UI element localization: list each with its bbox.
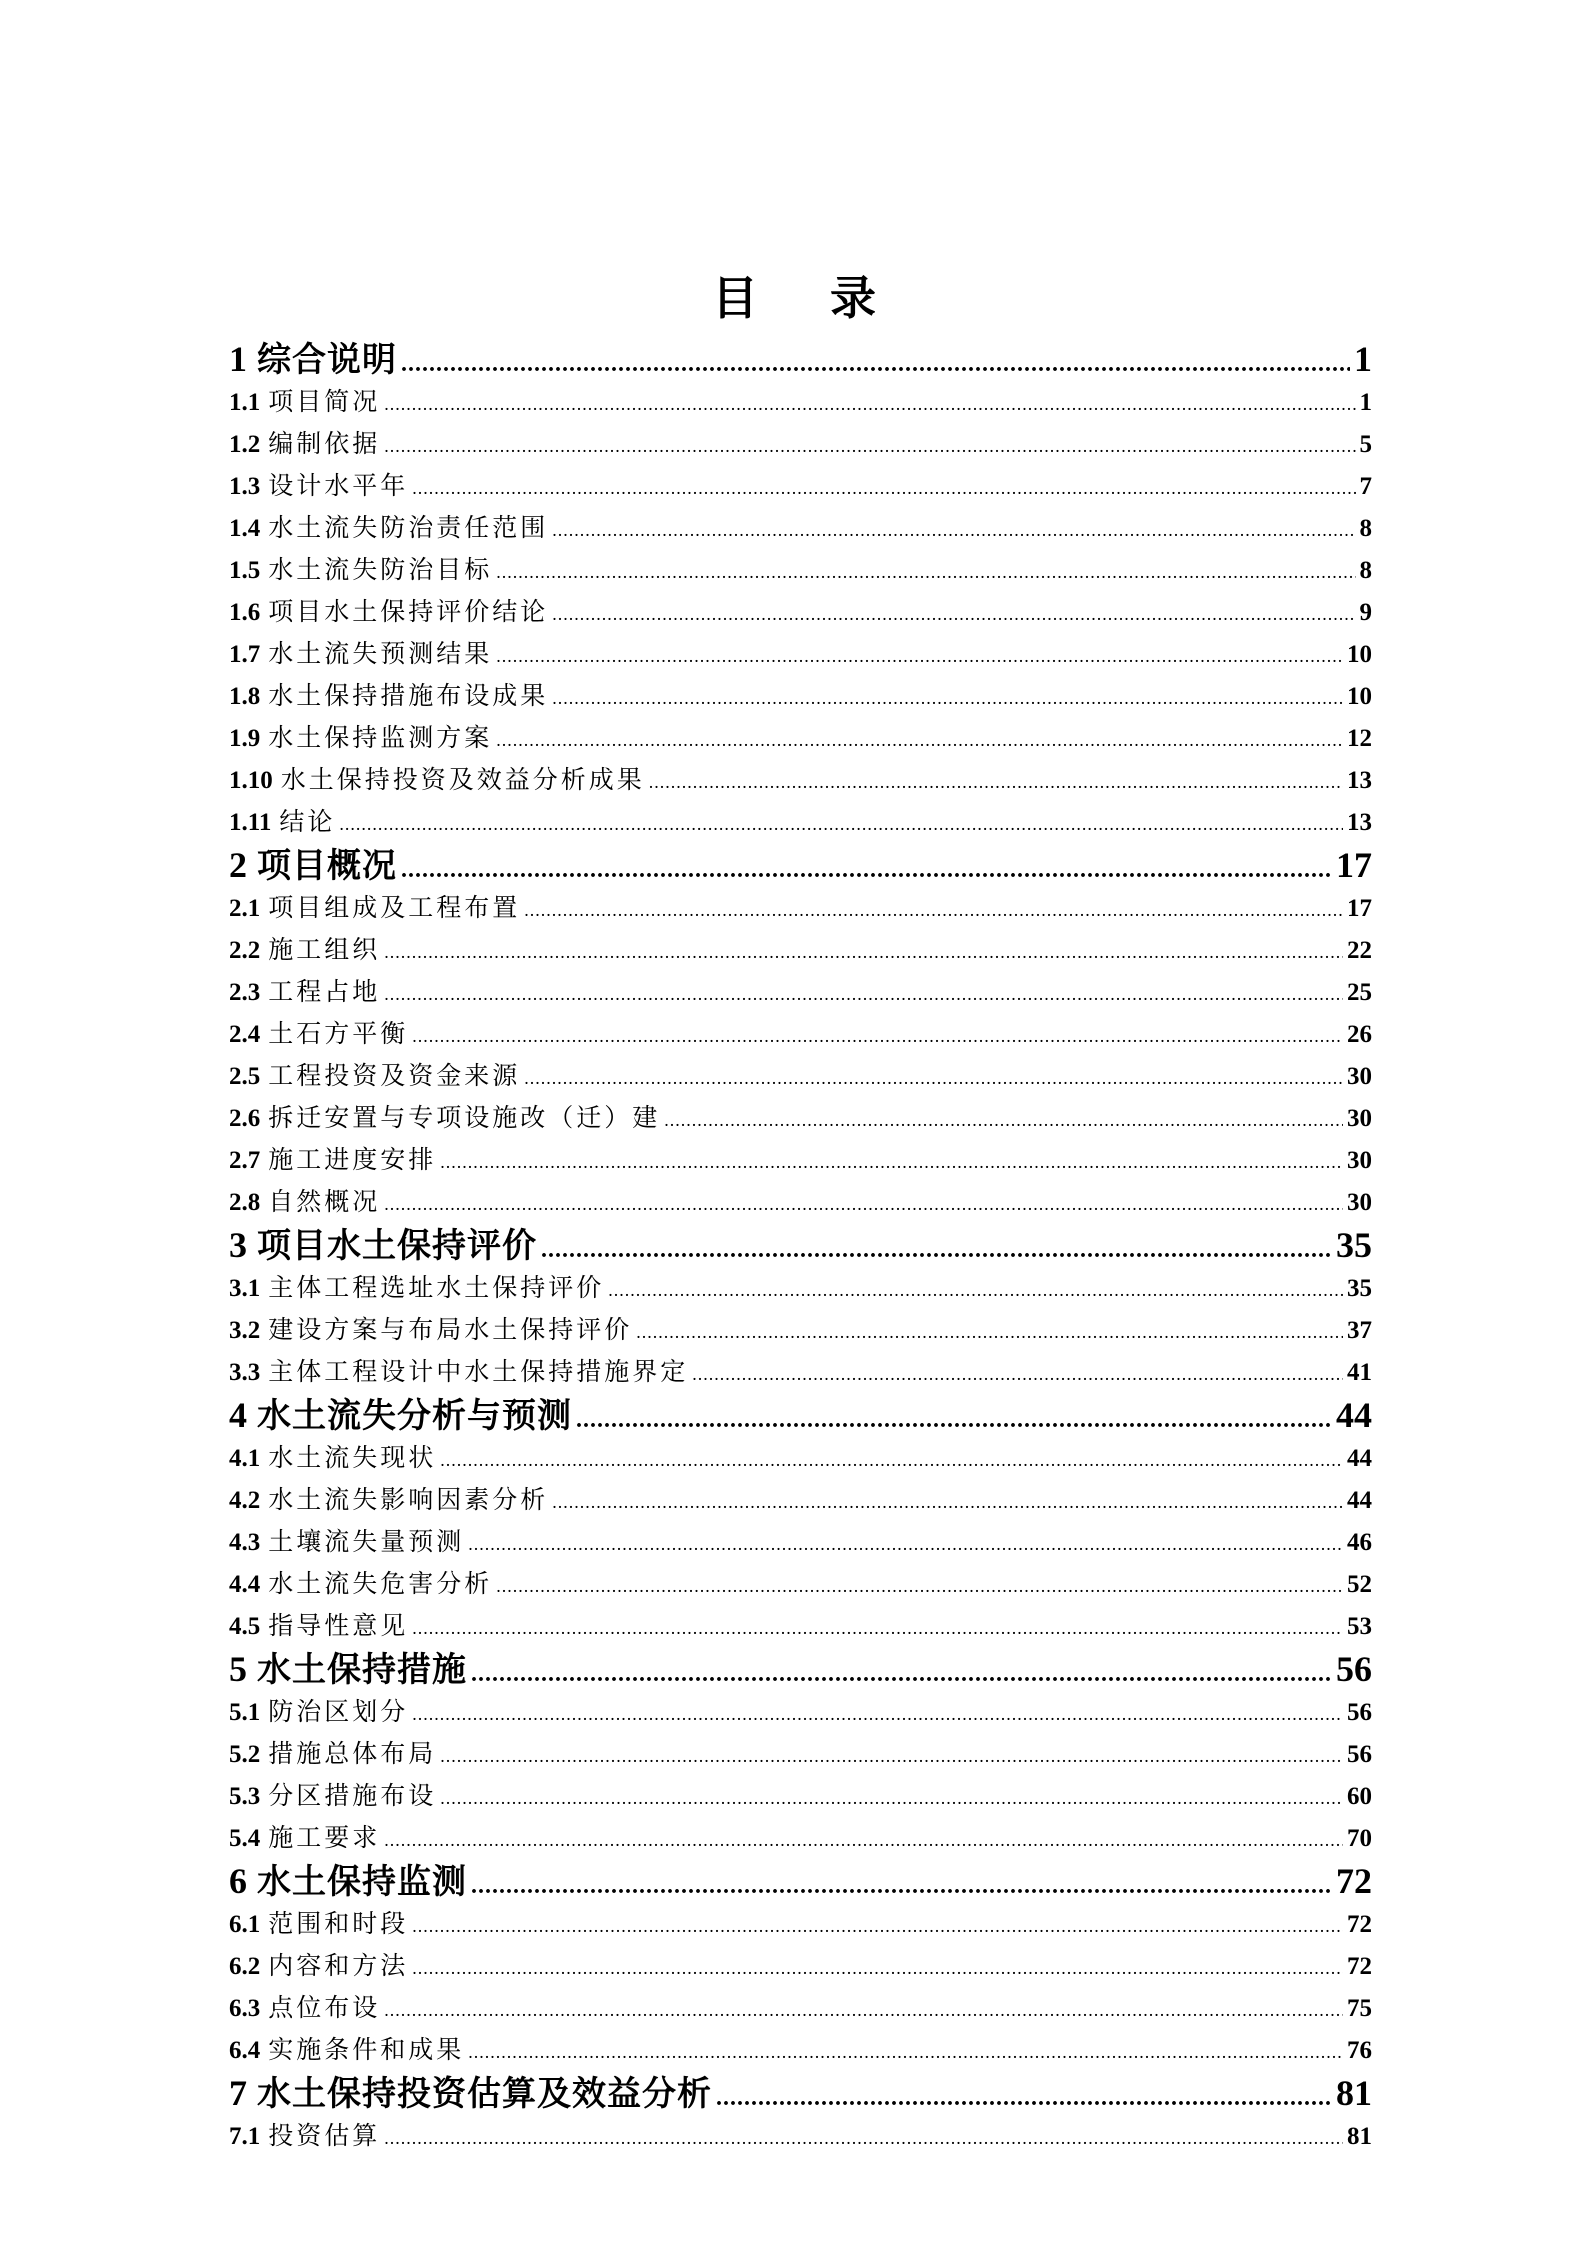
toc-chapter-entry[interactable] xyxy=(229,1393,1372,1437)
toc-page-number: 7 xyxy=(1359,473,1372,500)
toc-entry-number: 4.1 xyxy=(229,1445,261,1472)
toc-section-entry[interactable] xyxy=(229,1733,1372,1775)
toc-section-entry[interactable] xyxy=(229,675,1372,717)
toc-entry-label: 编制依据 xyxy=(268,429,381,458)
toc-dot-leader xyxy=(401,342,1350,381)
toc-page-number: 44 xyxy=(1347,1487,1372,1514)
toc-page-number: 13 xyxy=(1347,809,1372,836)
toc-section-entry[interactable] xyxy=(229,1055,1372,1097)
toc-dot-leader xyxy=(636,1311,1343,1351)
toc-dot-leader xyxy=(384,383,1355,423)
toc-page-number: 26 xyxy=(1347,1021,1372,1048)
toc-dot-leader xyxy=(384,1819,1343,1859)
toc-entry-number: 5.1 xyxy=(229,1699,261,1726)
toc-dot-leader xyxy=(471,1652,1332,1691)
toc-entry-number: 1.6 xyxy=(229,599,261,626)
toc-entry-number: 5.2 xyxy=(229,1741,261,1768)
toc-page-number: 72 xyxy=(1347,1911,1372,1938)
toc-page-number: 76 xyxy=(1347,2037,1372,2064)
toc-dot-leader xyxy=(440,1777,1343,1817)
toc-dot-leader xyxy=(412,467,1355,507)
toc-section-entry[interactable] xyxy=(229,971,1372,1013)
toc-dot-leader xyxy=(524,1057,1343,1097)
toc-section-entry[interactable] xyxy=(229,1945,1372,1987)
toc-section-entry[interactable] xyxy=(229,2029,1372,2071)
toc-entry-label: 投资估算 xyxy=(268,2121,381,2150)
toc-entry-number: 6.3 xyxy=(229,1995,261,2022)
toc-dot-leader xyxy=(496,551,1355,591)
toc-page-number: 30 xyxy=(1347,1189,1372,1216)
toc-entry-number: 1.5 xyxy=(229,557,261,584)
toc-page-number: 44 xyxy=(1347,1445,1372,1472)
toc-entry-number: 1.11 xyxy=(229,809,272,836)
toc-dot-leader xyxy=(552,593,1355,633)
toc-page-number: 30 xyxy=(1347,1147,1372,1174)
toc-section-entry[interactable] xyxy=(229,1013,1372,1055)
toc-section-entry[interactable] xyxy=(229,929,1372,971)
toc-section-entry[interactable] xyxy=(229,1817,1372,1859)
toc-section-entry[interactable] xyxy=(229,1097,1372,1139)
toc-entry-label: 内容和方法 xyxy=(268,1951,409,1980)
toc-page-number: 37 xyxy=(1347,1317,1372,1344)
toc-entry-number: 2.1 xyxy=(229,895,261,922)
toc-entry-label: 项目水土保持评价结论 xyxy=(268,597,549,626)
toc-section-entry[interactable] xyxy=(229,381,1372,423)
toc-entry-number: 2.4 xyxy=(229,1021,261,1048)
toc-entry-number: 1.7 xyxy=(229,641,261,668)
toc-entry-number: 1.8 xyxy=(229,683,261,710)
toc-dot-leader xyxy=(608,1269,1343,1309)
toc-page-number: 56 xyxy=(1336,1649,1372,1689)
toc-dot-leader xyxy=(496,719,1343,759)
toc-entry-number: 3.3 xyxy=(229,1359,261,1386)
toc-dot-leader xyxy=(440,1141,1343,1181)
toc-section-entry[interactable] xyxy=(229,591,1372,633)
toc-page-number: 1 xyxy=(1354,339,1372,379)
toc-entry-label: 水土保持投资及效益分析成果 xyxy=(280,765,645,794)
toc-entry-number: 4.2 xyxy=(229,1487,261,1514)
toc-page-number: 35 xyxy=(1347,1275,1372,1302)
toc-page-number: 81 xyxy=(1347,2123,1372,2150)
toc-entry-label: 自然概况 xyxy=(268,1187,381,1216)
toc-page-number: 13 xyxy=(1347,767,1372,794)
toc-entry-number: 5 xyxy=(229,1649,247,1689)
toc-entry-label: 施工要求 xyxy=(268,1823,381,1852)
toc-dot-leader xyxy=(496,1565,1343,1605)
toc-chapter-entry[interactable] xyxy=(229,1647,1372,1691)
toc-entry-number: 1.4 xyxy=(229,515,261,542)
toc-entry-label: 分区措施布设 xyxy=(268,1781,437,1810)
toc-page-number: 81 xyxy=(1336,2073,1372,2113)
toc-dot-leader xyxy=(552,1481,1343,1521)
toc-entry-number: 2.6 xyxy=(229,1105,261,1132)
toc-dot-leader xyxy=(384,425,1355,465)
toc-entry-number: 7.1 xyxy=(229,2123,261,2150)
toc-entry-number: 2.7 xyxy=(229,1147,261,1174)
toc-entry-label: 水土保持措施布设成果 xyxy=(268,681,549,710)
toc-entry-label: 点位布设 xyxy=(268,1993,381,2022)
toc-dot-leader xyxy=(471,1864,1332,1903)
toc-section-entry[interactable] xyxy=(229,1521,1372,1563)
toc-section-entry[interactable] xyxy=(229,1437,1372,1479)
toc-entry-label: 结论 xyxy=(279,807,336,836)
toc-page-number: 17 xyxy=(1336,845,1372,885)
toc-page-number: 22 xyxy=(1347,937,1372,964)
toc-entry-label: 水土流失影响因素分析 xyxy=(268,1485,549,1514)
toc-entry-label: 指导性意见 xyxy=(268,1611,409,1640)
toc-dot-leader xyxy=(649,761,1343,801)
toc-section-entry[interactable] xyxy=(229,549,1372,591)
toc-page-number: 72 xyxy=(1336,1861,1372,1901)
toc-chapter-entry[interactable] xyxy=(229,1223,1372,1267)
toc-page-number: 35 xyxy=(1336,1225,1372,1265)
toc-section-entry[interactable] xyxy=(229,717,1372,759)
toc-entry-number: 4.3 xyxy=(229,1529,261,1556)
toc-entry-number: 1.10 xyxy=(229,767,273,794)
toc-page-number: 10 xyxy=(1347,641,1372,668)
toc-dot-leader xyxy=(412,1607,1343,1647)
toc-entry-label: 主体工程选址水土保持评价 xyxy=(268,1273,605,1302)
toc-dot-leader xyxy=(716,2076,1332,2115)
toc-dot-leader xyxy=(440,1735,1343,1775)
toc-dot-leader xyxy=(440,1439,1343,1479)
toc-entry-label: 水土保持投资估算及效益分析 xyxy=(257,2074,712,2114)
toc-entry-label: 水土流失预测结果 xyxy=(268,639,493,668)
toc-entry-label: 措施总体布局 xyxy=(268,1739,437,1768)
toc-section-entry[interactable] xyxy=(229,1563,1372,1605)
toc-page-number: 30 xyxy=(1347,1105,1372,1132)
toc-entry-label: 施工组织 xyxy=(268,935,381,964)
toc-entry-label: 水土保持监测方案 xyxy=(268,723,493,752)
toc-dot-leader xyxy=(468,1523,1343,1563)
toc-page-number: 25 xyxy=(1347,979,1372,1006)
toc-entry-number: 6.2 xyxy=(229,1953,261,1980)
toc-entry-label: 工程占地 xyxy=(268,977,381,1006)
toc-entry-label: 水土保持监测 xyxy=(257,1862,467,1902)
toc-section-entry[interactable] xyxy=(229,1181,1372,1223)
toc-page-number: 12 xyxy=(1347,725,1372,752)
toc-section-entry[interactable] xyxy=(229,465,1372,507)
toc-entry-number: 4.4 xyxy=(229,1571,261,1598)
toc-entry-number: 3.1 xyxy=(229,1275,261,1302)
toc-entry-label: 设计水平年 xyxy=(268,471,409,500)
toc-page-number: 44 xyxy=(1336,1395,1372,1435)
toc-dot-leader xyxy=(339,803,1343,843)
toc-entry-number: 1.2 xyxy=(229,431,261,458)
toc-dot-leader xyxy=(552,509,1355,549)
toc-dot-leader xyxy=(412,1947,1343,1987)
toc-chapter-entry[interactable] xyxy=(229,1859,1372,1903)
toc-section-entry[interactable] xyxy=(229,2115,1372,2157)
toc-chapter-entry[interactable] xyxy=(229,2071,1372,2115)
toc-entry-label: 范围和时段 xyxy=(268,1909,409,1938)
toc-entry-number: 3.2 xyxy=(229,1317,261,1344)
toc-page-number: 17 xyxy=(1347,895,1372,922)
toc-dot-leader xyxy=(384,1183,1343,1223)
toc-page-number: 10 xyxy=(1347,683,1372,710)
toc-section-entry[interactable] xyxy=(229,507,1372,549)
toc-section-entry[interactable] xyxy=(229,633,1372,675)
toc-section-entry[interactable] xyxy=(229,1775,1372,1817)
toc-page-number: 1 xyxy=(1359,389,1372,416)
toc-entry-number: 5.3 xyxy=(229,1783,261,1810)
toc-page-number: 8 xyxy=(1359,557,1372,584)
toc-entry-number: 5.4 xyxy=(229,1825,261,1852)
toc-page-number: 72 xyxy=(1347,1953,1372,1980)
toc-dot-leader xyxy=(401,848,1332,887)
toc-entry-number: 6 xyxy=(229,1861,247,1901)
toc-entry-label: 工程投资及资金来源 xyxy=(268,1061,521,1090)
toc-dot-leader xyxy=(468,2031,1343,2071)
toc-page-number: 56 xyxy=(1347,1741,1372,1768)
toc-dot-leader xyxy=(384,2117,1343,2157)
toc-page-number: 30 xyxy=(1347,1063,1372,1090)
toc-section-entry[interactable] xyxy=(229,759,1372,801)
toc-section-entry[interactable] xyxy=(229,1903,1372,1945)
toc-entry-label: 项目组成及工程布置 xyxy=(268,893,521,922)
toc-dot-leader xyxy=(412,1905,1343,1945)
toc-page-number: 9 xyxy=(1359,599,1372,626)
toc-section-entry[interactable] xyxy=(229,1351,1372,1393)
toc-entry-number: 1 xyxy=(229,339,247,379)
toc-entry-label: 水土流失防治目标 xyxy=(268,555,493,584)
toc-entry-number: 1.1 xyxy=(229,389,261,416)
toc-dot-leader xyxy=(412,1015,1343,1055)
toc-entry-label: 主体工程设计中水土保持措施界定 xyxy=(268,1357,689,1386)
toc-title: 目 录 xyxy=(711,271,904,325)
toc-section-entry[interactable] xyxy=(229,1605,1372,1647)
toc-section-entry[interactable] xyxy=(229,1691,1372,1733)
toc-entry-label: 水土流失分析与预测 xyxy=(257,1396,572,1436)
toc-dot-leader xyxy=(496,635,1343,675)
toc-entry-label: 项目概况 xyxy=(257,846,397,886)
toc-entry-label: 建设方案与布局水土保持评价 xyxy=(268,1315,633,1344)
toc-entry-number: 2.5 xyxy=(229,1063,261,1090)
toc-entry-label: 防治区划分 xyxy=(268,1697,409,1726)
toc-entry-number: 1.3 xyxy=(229,473,261,500)
toc-entry-number: 2.8 xyxy=(229,1189,261,1216)
toc-entry-label: 水土流失危害分析 xyxy=(268,1569,493,1598)
toc-section-entry[interactable] xyxy=(229,1987,1372,2029)
toc-dot-leader xyxy=(384,973,1343,1013)
toc-entry-label: 施工进度安排 xyxy=(268,1145,437,1174)
toc-section-entry[interactable] xyxy=(229,1139,1372,1181)
toc-chapter-entry[interactable] xyxy=(229,843,1372,887)
toc-entry-number: 6.1 xyxy=(229,1911,261,1938)
toc-section-entry[interactable] xyxy=(229,887,1372,929)
toc-dot-leader xyxy=(664,1099,1343,1139)
toc-entry-number: 2.3 xyxy=(229,979,261,1006)
toc-entry-label: 项目简况 xyxy=(268,387,381,416)
toc-entry-label: 水土流失防治责任范围 xyxy=(268,513,549,542)
toc-page-number: 46 xyxy=(1347,1529,1372,1556)
toc-dot-leader xyxy=(552,677,1343,717)
toc-entry-number: 3 xyxy=(229,1225,247,1265)
toc-dot-leader xyxy=(384,931,1343,971)
toc-entry-number: 6.4 xyxy=(229,2037,261,2064)
toc-entry-label: 水土流失现状 xyxy=(268,1443,437,1472)
toc-dot-leader xyxy=(692,1353,1343,1393)
toc-section-entry[interactable] xyxy=(229,1267,1372,1309)
toc-dot-leader xyxy=(384,1989,1343,2029)
toc-entry-number: 2 xyxy=(229,845,247,885)
table-of-contents xyxy=(229,337,1372,2157)
toc-page-number: 5 xyxy=(1359,431,1372,458)
toc-entry-number: 1.9 xyxy=(229,725,261,752)
toc-page-number: 56 xyxy=(1347,1699,1372,1726)
toc-page-number: 8 xyxy=(1359,515,1372,542)
toc-page-number: 53 xyxy=(1347,1613,1372,1640)
toc-entry-label: 土壤流失量预测 xyxy=(268,1527,465,1556)
toc-dot-leader xyxy=(524,889,1343,929)
toc-page-number: 60 xyxy=(1347,1783,1372,1810)
toc-entry-label: 土石方平衡 xyxy=(268,1019,409,1048)
toc-section-entry[interactable] xyxy=(229,1309,1372,1351)
toc-page-number: 70 xyxy=(1347,1825,1372,1852)
toc-dot-leader xyxy=(576,1398,1332,1437)
toc-entry-number: 4 xyxy=(229,1395,247,1435)
toc-entry-label: 综合说明 xyxy=(257,340,397,380)
toc-entry-label: 项目水土保持评价 xyxy=(257,1226,537,1266)
toc-chapter-entry[interactable] xyxy=(229,337,1372,381)
toc-section-entry[interactable] xyxy=(229,423,1372,465)
toc-entry-number: 2.2 xyxy=(229,937,261,964)
toc-entry-label: 拆迁安置与专项设施改（迁）建 xyxy=(268,1103,661,1132)
toc-dot-leader xyxy=(412,1693,1343,1733)
toc-entry-label: 水土保持措施 xyxy=(257,1650,467,1690)
toc-entry-label: 实施条件和成果 xyxy=(268,2035,465,2064)
toc-page-number: 52 xyxy=(1347,1571,1372,1598)
toc-section-entry[interactable] xyxy=(229,801,1372,843)
toc-section-entry[interactable] xyxy=(229,1479,1372,1521)
toc-dot-leader xyxy=(541,1228,1332,1267)
toc-page-number: 41 xyxy=(1347,1359,1372,1386)
toc-page-number: 75 xyxy=(1347,1995,1372,2022)
toc-entry-number: 7 xyxy=(229,2073,247,2113)
toc-entry-number: 4.5 xyxy=(229,1613,261,1640)
